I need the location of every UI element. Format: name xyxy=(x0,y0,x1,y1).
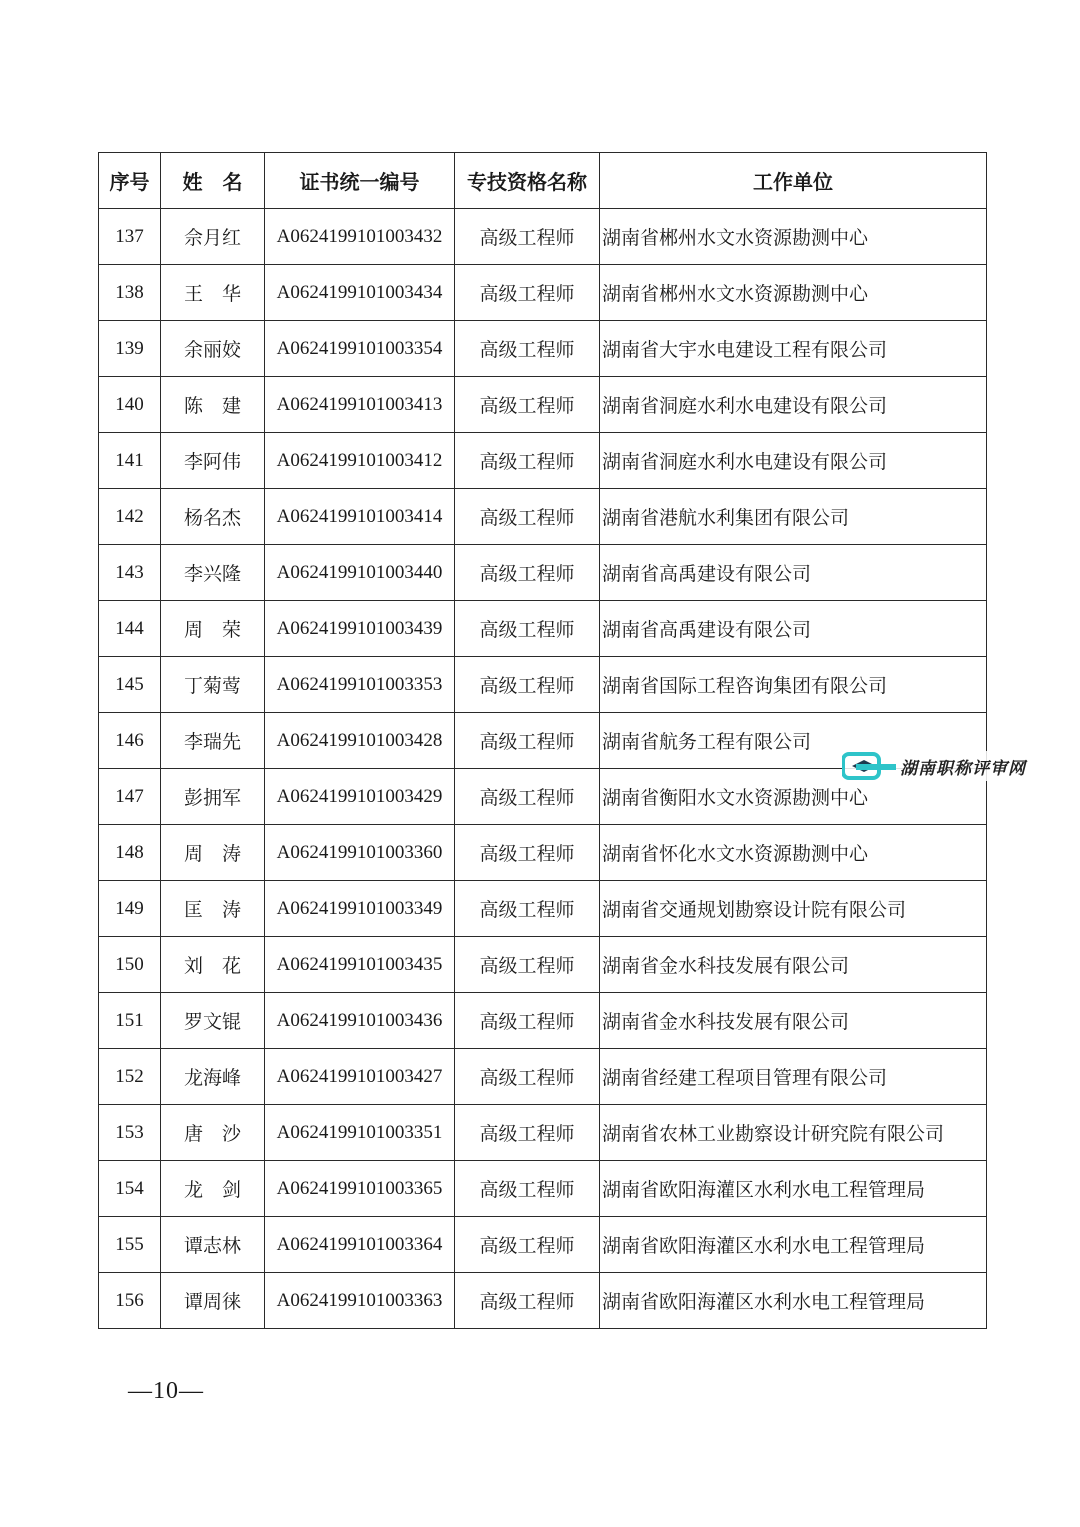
cell-qual: 高级工程师 xyxy=(455,433,600,489)
cell-seq: 153 xyxy=(99,1105,161,1161)
page-number: —10— xyxy=(128,1378,204,1404)
table-row xyxy=(99,209,987,265)
cell-cert: A0624199101003353 xyxy=(265,657,455,713)
header-qual: 专技资格名称 xyxy=(455,153,600,209)
cell-seq: 152 xyxy=(99,1049,161,1105)
table-row xyxy=(99,1105,987,1161)
cell-cert: A0624199101003432 xyxy=(265,209,455,265)
cell-qual: 高级工程师 xyxy=(455,1049,600,1105)
cell-cert: A0624199101003351 xyxy=(265,1105,455,1161)
cell-unit: 湖南省金水科技发展有限公司 xyxy=(600,937,987,993)
cell-unit: 湖南省高禹建设有限公司 xyxy=(600,545,987,601)
cell-cert: A0624199101003413 xyxy=(265,377,455,433)
cell-qual: 高级工程师 xyxy=(455,489,600,545)
table-row xyxy=(99,1273,987,1329)
cell-qual: 高级工程师 xyxy=(455,713,600,769)
table-row xyxy=(99,265,987,321)
cell-name: 彭拥军 xyxy=(161,769,265,825)
site-watermark xyxy=(842,751,1026,781)
cell-unit: 湖南省欧阳海灌区水利水电工程管理局 xyxy=(600,1161,987,1217)
cell-qual: 高级工程师 xyxy=(455,1105,600,1161)
cell-unit: 湖南省经建工程项目管理有限公司 xyxy=(600,1049,987,1105)
appointment-table xyxy=(98,152,987,1329)
cell-name: 唐 沙 xyxy=(161,1105,265,1161)
cell-qual: 高级工程师 xyxy=(455,545,600,601)
cell-cert: A0624199101003365 xyxy=(265,1161,455,1217)
cell-qual: 高级工程师 xyxy=(455,265,600,321)
cell-qual: 高级工程师 xyxy=(455,377,600,433)
cell-name: 王 华 xyxy=(161,265,265,321)
cell-seq: 138 xyxy=(99,265,161,321)
cell-unit: 湖南省怀化水文水资源勘测中心 xyxy=(600,825,987,881)
table-header-row xyxy=(99,153,987,209)
cell-qual: 高级工程师 xyxy=(455,769,600,825)
header-name: 姓 名 xyxy=(161,153,265,209)
table-row xyxy=(99,881,987,937)
cell-name: 罗文锟 xyxy=(161,993,265,1049)
cell-name: 龙 剑 xyxy=(161,1161,265,1217)
header-cert: 证书统一编号 xyxy=(265,153,455,209)
cell-cert: A0624199101003414 xyxy=(265,489,455,545)
cell-cert: A0624199101003349 xyxy=(265,881,455,937)
cell-unit: 湖南省高禹建设有限公司 xyxy=(600,601,987,657)
cell-name: 李瑞先 xyxy=(161,713,265,769)
header-seq: 序号 xyxy=(99,153,161,209)
cell-cert: A0624199101003439 xyxy=(265,601,455,657)
cell-seq: 143 xyxy=(99,545,161,601)
cell-seq: 144 xyxy=(99,601,161,657)
cell-cert: A0624199101003429 xyxy=(265,769,455,825)
cell-cert: A0624199101003354 xyxy=(265,321,455,377)
table-row xyxy=(99,545,987,601)
header-unit: 工作单位 xyxy=(600,153,987,209)
cell-unit: 湖南省航务工程有限公司 xyxy=(600,713,987,769)
cell-cert: A0624199101003360 xyxy=(265,825,455,881)
cell-seq: 151 xyxy=(99,993,161,1049)
cell-seq: 154 xyxy=(99,1161,161,1217)
cell-seq: 141 xyxy=(99,433,161,489)
table-row xyxy=(99,993,987,1049)
cell-qual: 高级工程师 xyxy=(455,1161,600,1217)
cell-cert: A0624199101003435 xyxy=(265,937,455,993)
cell-seq: 156 xyxy=(99,1273,161,1329)
cell-qual: 高级工程师 xyxy=(455,1273,600,1329)
table-row xyxy=(99,937,987,993)
cell-unit: 湖南省港航水利集团有限公司 xyxy=(600,489,987,545)
cell-qual: 高级工程师 xyxy=(455,209,600,265)
table-row xyxy=(99,1049,987,1105)
cell-unit: 湖南省欧阳海灌区水利水电工程管理局 xyxy=(600,1273,987,1329)
cell-cert: A0624199101003436 xyxy=(265,993,455,1049)
cell-qual: 高级工程师 xyxy=(455,937,600,993)
cell-name: 谭志林 xyxy=(161,1217,265,1273)
cell-unit: 湖南省郴州水文水资源勘测中心 xyxy=(600,209,987,265)
cell-unit: 湖南省交通规划勘察设计院有限公司 xyxy=(600,881,987,937)
table-row xyxy=(99,601,987,657)
cell-name: 李兴隆 xyxy=(161,545,265,601)
cell-cert: A0624199101003434 xyxy=(265,265,455,321)
cell-cert: A0624199101003428 xyxy=(265,713,455,769)
table-row xyxy=(99,321,987,377)
table-row xyxy=(99,657,987,713)
cell-cert: A0624199101003440 xyxy=(265,545,455,601)
cell-unit: 湖南省国际工程咨询集团有限公司 xyxy=(600,657,987,713)
cell-unit: 湖南省欧阳海灌区水利水电工程管理局 xyxy=(600,1217,987,1273)
cell-name: 杨名杰 xyxy=(161,489,265,545)
cell-name: 李阿伟 xyxy=(161,433,265,489)
cell-cert: A0624199101003412 xyxy=(265,433,455,489)
appointment-table-container xyxy=(98,152,986,1329)
cell-unit: 湖南省洞庭水利水电建设有限公司 xyxy=(600,377,987,433)
cell-seq: 147 xyxy=(99,769,161,825)
table-row xyxy=(99,1161,987,1217)
cell-name: 丁菊莺 xyxy=(161,657,265,713)
cell-seq: 150 xyxy=(99,937,161,993)
cell-unit: 湖南省洞庭水利水电建设有限公司 xyxy=(600,433,987,489)
cell-seq: 142 xyxy=(99,489,161,545)
cell-seq: 137 xyxy=(99,209,161,265)
cell-qual: 高级工程师 xyxy=(455,881,600,937)
cell-name: 陈 建 xyxy=(161,377,265,433)
cell-name: 余丽姣 xyxy=(161,321,265,377)
cell-seq: 149 xyxy=(99,881,161,937)
watermark-text: 湖南职称评审网 xyxy=(900,758,1026,779)
cell-qual: 高级工程师 xyxy=(455,1217,600,1273)
cell-seq: 145 xyxy=(99,657,161,713)
cell-cert: A0624199101003363 xyxy=(265,1273,455,1329)
site-logo-icon xyxy=(842,752,896,780)
table-row xyxy=(99,377,987,433)
cell-name: 周 涛 xyxy=(161,825,265,881)
cell-unit: 湖南省大宇水电建设工程有限公司 xyxy=(600,321,987,377)
cell-seq: 139 xyxy=(99,321,161,377)
cell-cert: A0624199101003364 xyxy=(265,1217,455,1273)
cell-unit: 湖南省郴州水文水资源勘测中心 xyxy=(600,265,987,321)
cell-unit: 湖南省衡阳水文水资源勘测中心 xyxy=(600,769,987,825)
cell-name: 匡 涛 xyxy=(161,881,265,937)
cell-name: 刘 花 xyxy=(161,937,265,993)
cell-seq: 148 xyxy=(99,825,161,881)
cell-name: 佘月红 xyxy=(161,209,265,265)
cell-unit: 湖南省农林工业勘察设计研究院有限公司 xyxy=(600,1105,987,1161)
cell-qual: 高级工程师 xyxy=(455,993,600,1049)
cell-qual: 高级工程师 xyxy=(455,657,600,713)
cell-seq: 155 xyxy=(99,1217,161,1273)
cell-qual: 高级工程师 xyxy=(455,321,600,377)
table-row xyxy=(99,825,987,881)
cell-qual: 高级工程师 xyxy=(455,825,600,881)
cell-seq: 146 xyxy=(99,713,161,769)
cell-cert: A0624199101003427 xyxy=(265,1049,455,1105)
table-row xyxy=(99,489,987,545)
cell-name: 谭周徕 xyxy=(161,1273,265,1329)
cell-name: 周 荣 xyxy=(161,601,265,657)
cell-unit: 湖南省金水科技发展有限公司 xyxy=(600,993,987,1049)
cell-seq: 140 xyxy=(99,377,161,433)
cell-name: 龙海峰 xyxy=(161,1049,265,1105)
table-row xyxy=(99,1217,987,1273)
table-row xyxy=(99,433,987,489)
cell-qual: 高级工程师 xyxy=(455,601,600,657)
